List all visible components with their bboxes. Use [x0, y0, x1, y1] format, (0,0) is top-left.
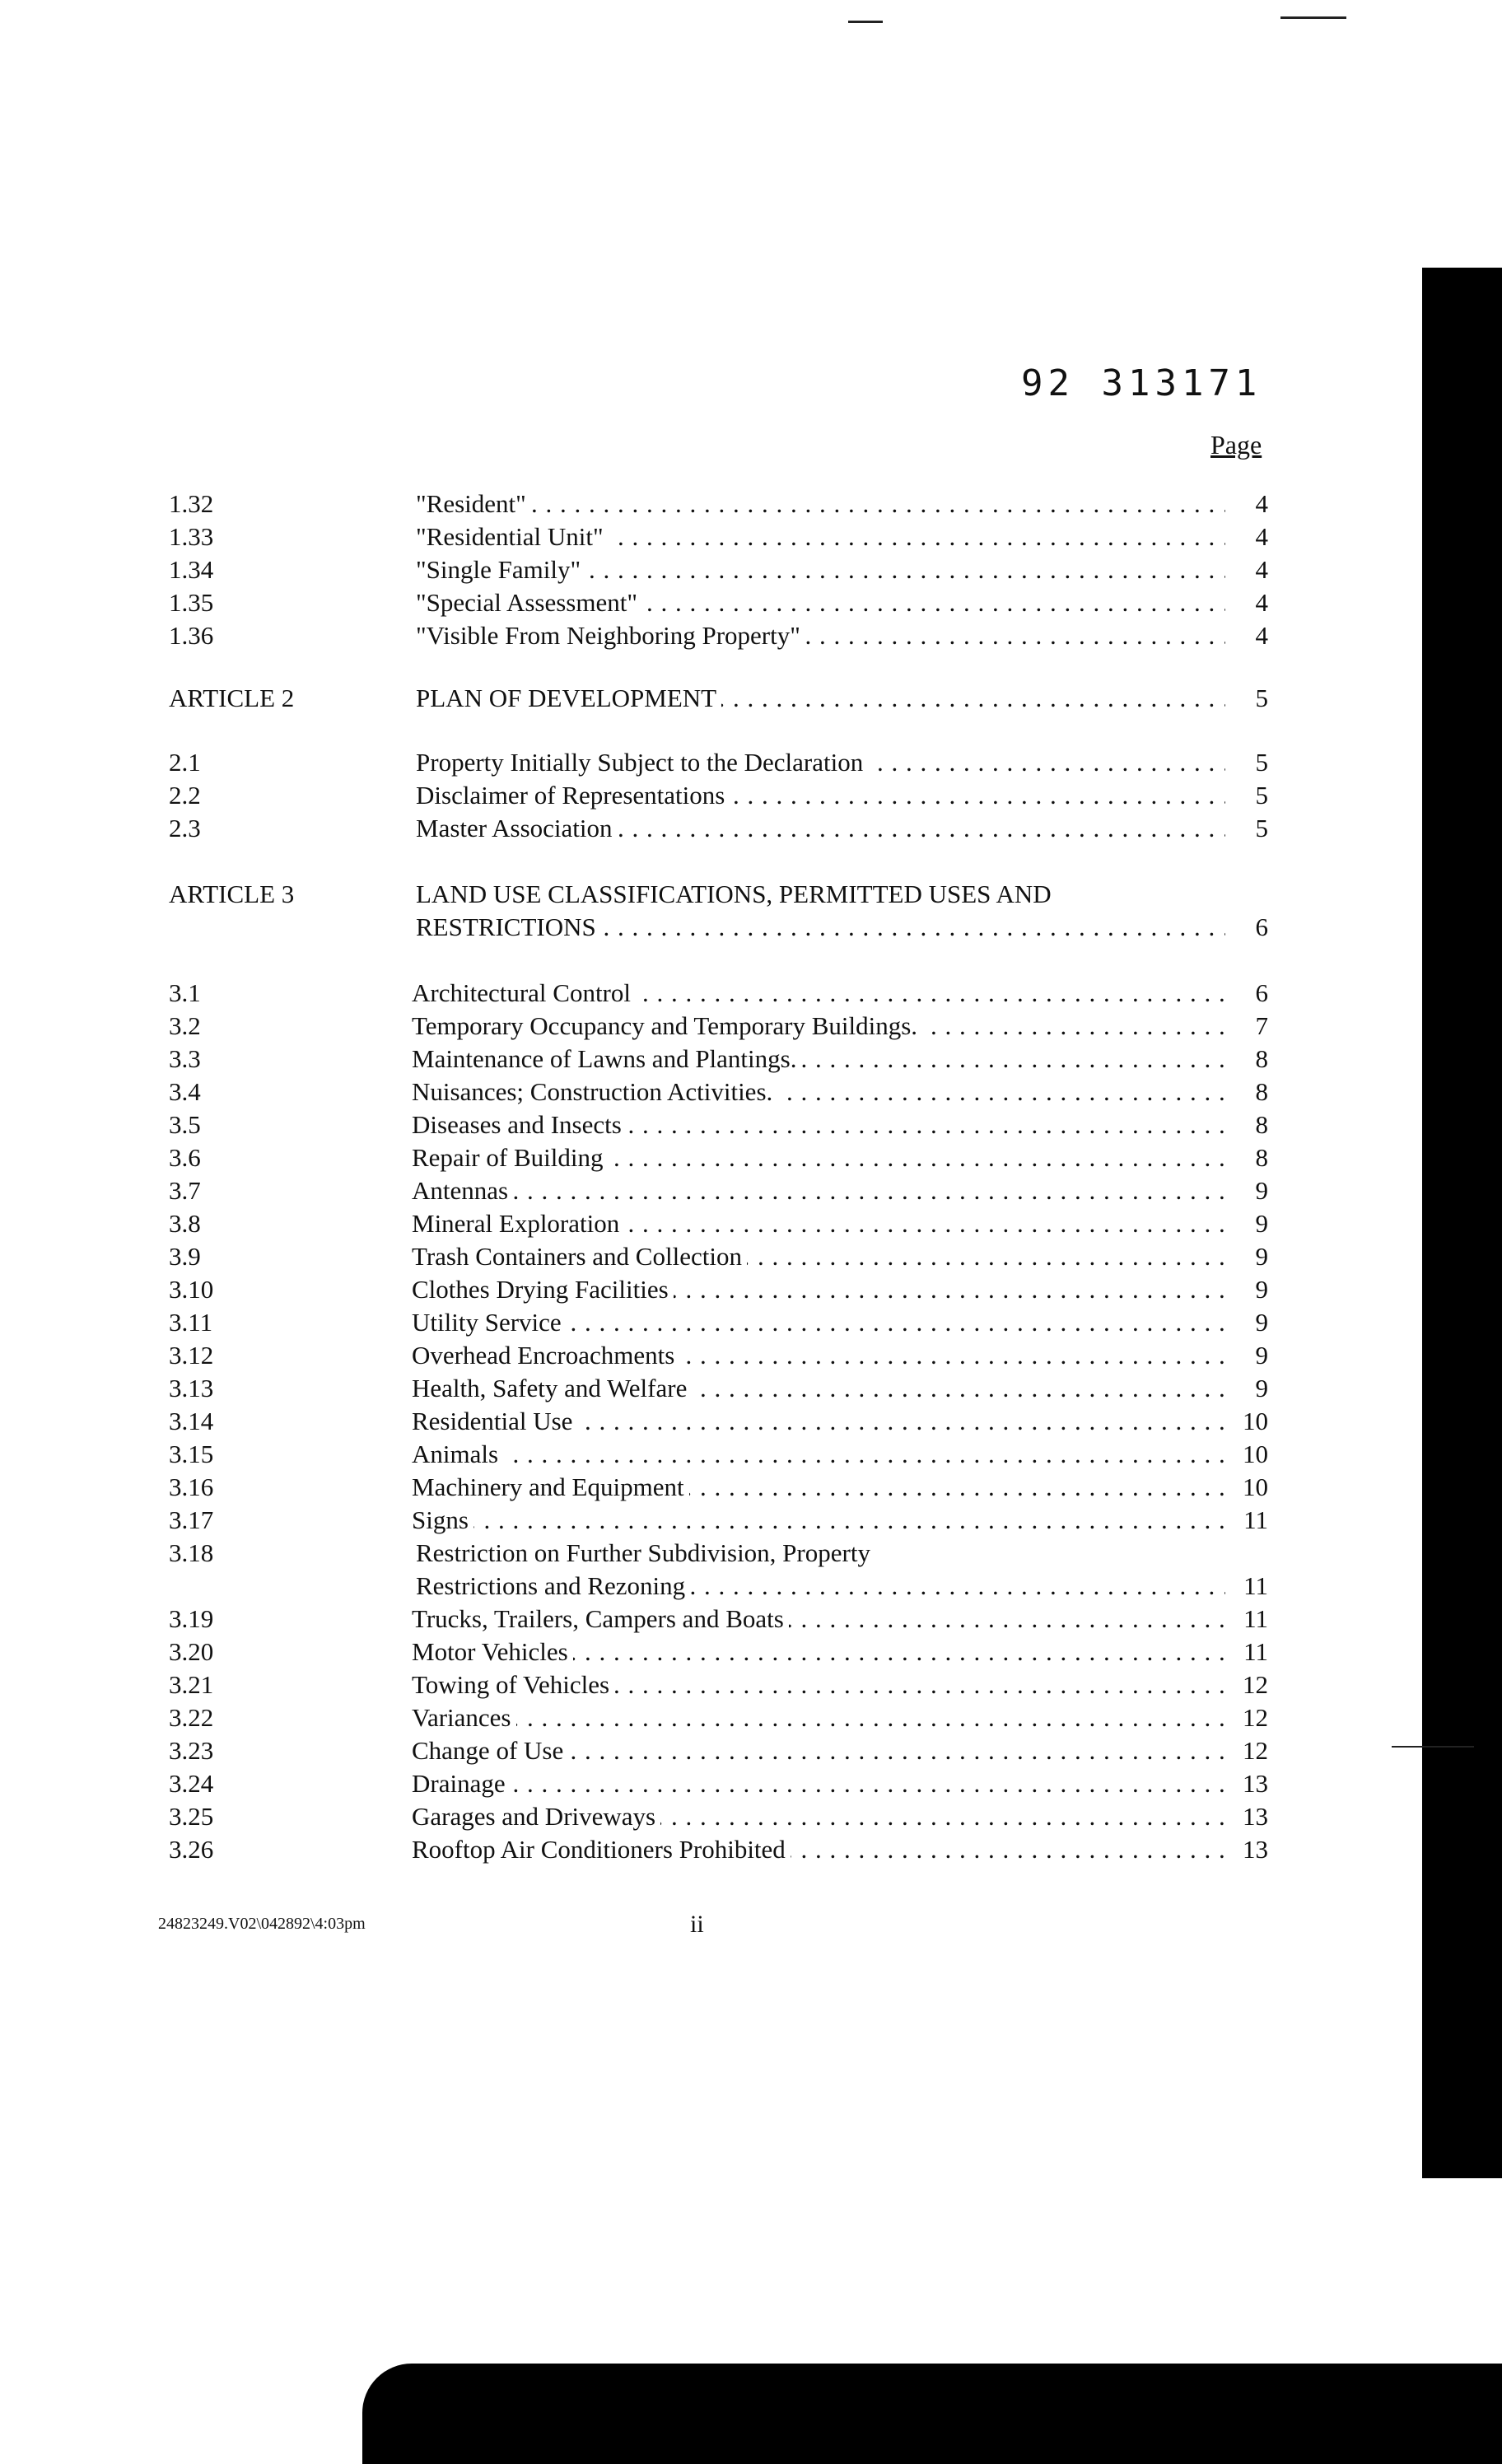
toc-entry-page: 11 [1243, 1637, 1268, 1666]
toc-entry-number: 3.18 [169, 1538, 214, 1567]
toc-entry [0, 1010, 1318, 1043]
toc-entry-title [412, 1833, 1225, 1866]
toc-entry [0, 1734, 1318, 1767]
toc-entry-number: 3.10 [169, 1275, 214, 1304]
toc-entry-number: 3.8 [169, 1209, 201, 1238]
toc-entry [0, 1372, 1318, 1405]
toc-entry-title-text: Motor Vehicles [412, 1637, 573, 1666]
toc-entry-title [412, 1010, 1225, 1043]
toc-entry-title-text: Maintenance of Lawns and Plantings. [412, 1044, 801, 1073]
toc-entry [0, 1636, 1318, 1668]
toc-entry-page: 8 [1255, 1044, 1268, 1073]
toc-entry-title [412, 1108, 1225, 1141]
toc-entry-title-text: Health, Safety and Welfare [412, 1374, 692, 1402]
toc-entry-page: 13 [1243, 1802, 1268, 1831]
scan-mark [1392, 1746, 1474, 1748]
toc-entry-title [416, 520, 1225, 553]
toc-entry-title [416, 488, 1225, 520]
toc-entry [0, 1207, 1318, 1240]
toc-entry-title [416, 746, 1225, 779]
toc-entry [0, 488, 1318, 520]
toc-entry-title [412, 1240, 1225, 1273]
footer-page-number: ii [690, 1911, 704, 1938]
toc-entry-title [416, 619, 1225, 652]
toc-entry-title-text: Trucks, Trailers, Campers and Boats [412, 1604, 789, 1633]
toc-entry-title-text: Machinery and Equipment [412, 1472, 689, 1501]
toc-entry [0, 553, 1318, 586]
toc-entry-number: ARTICLE 3 [169, 880, 295, 908]
toc-entry-title [412, 1767, 1225, 1800]
toc-entry [0, 1306, 1318, 1339]
toc-entry-page: 4 [1255, 588, 1268, 617]
toc-entry-page: 8 [1255, 1110, 1268, 1139]
toc-entry-page: 8 [1255, 1077, 1268, 1106]
toc-entry-title [412, 1636, 1225, 1668]
toc-entry-number: 3.11 [169, 1308, 213, 1337]
toc-entry-title-text: "Resident" [416, 489, 531, 518]
toc-entry-title-text: Drainage [412, 1769, 511, 1798]
toc-entry-title-text: PLAN OF DEVELOPMENT [416, 684, 721, 712]
toc-entry-page: 12 [1243, 1670, 1268, 1699]
toc-entry-title-text: RESTRICTIONS [416, 912, 601, 941]
toc-entry-title [416, 1570, 1225, 1603]
toc-entry-title-text: Change of Use [412, 1736, 568, 1765]
scan-edge-shadow [1422, 268, 1502, 2178]
toc-entry-title-text: Disclaimer of Representations [416, 781, 730, 810]
toc-entry [0, 1537, 1318, 1570]
toc-entry-title-text: Signs [412, 1505, 473, 1534]
toc-entry [0, 619, 1318, 652]
toc-entry-number: 2.2 [169, 781, 201, 810]
toc-entry-title [412, 1471, 1225, 1504]
toc-entry-title-text: Towing of Vehicles [412, 1670, 614, 1699]
toc-entry-page: 10 [1243, 1440, 1268, 1468]
toc-entry [0, 682, 1318, 715]
toc-entry-title-text: Temporary Occupancy and Temporary Buildings. [412, 1011, 922, 1040]
toc-entry-number: 3.21 [169, 1670, 214, 1699]
toc-entry-number: 1.33 [169, 522, 214, 551]
toc-entry [0, 1339, 1318, 1372]
toc-entry-number: 3.4 [169, 1077, 201, 1106]
toc-entry-page: 6 [1255, 912, 1268, 941]
toc-entry-page: 6 [1255, 978, 1268, 1007]
toc-entry-number: 3.20 [169, 1637, 214, 1666]
toc-entry [0, 1273, 1318, 1306]
toc-entry [0, 1043, 1318, 1076]
toc-entry-number: 2.1 [169, 748, 201, 777]
toc-entry-number: 1.35 [169, 588, 214, 617]
toc-entry-title-text: Restriction on Further Subdivision, Property [416, 1538, 875, 1567]
toc-entry-number: 3.26 [169, 1835, 214, 1864]
toc-entry-page: 9 [1255, 1275, 1268, 1304]
toc-entry [0, 586, 1318, 619]
toc-entry-title-text: Restrictions and Rezoning [416, 1571, 690, 1600]
toc-entry [0, 1603, 1318, 1636]
toc-entry-page: 11 [1243, 1505, 1268, 1534]
toc-entry-number: 3.19 [169, 1604, 214, 1633]
toc-entry-number: 3.7 [169, 1176, 201, 1205]
toc-entry-title [416, 878, 1225, 911]
toc-entry-title [412, 1174, 1225, 1207]
toc-entry-number: 3.6 [169, 1143, 201, 1172]
toc-entry-title [416, 553, 1225, 586]
scan-mark [1280, 16, 1346, 19]
toc-entry-title [412, 1141, 1225, 1174]
toc-entry [0, 746, 1318, 779]
toc-entry-page: 10 [1243, 1407, 1268, 1435]
toc-entry-title [416, 1537, 1225, 1570]
toc-entry-number: 3.5 [169, 1110, 201, 1139]
toc-entry-page: 9 [1255, 1176, 1268, 1205]
toc-entry-page: 5 [1255, 684, 1268, 712]
toc-entry-page: 5 [1255, 748, 1268, 777]
toc-entry-page: 13 [1243, 1769, 1268, 1798]
toc-entry-page: 9 [1255, 1209, 1268, 1238]
toc-entry-number: 1.34 [169, 555, 214, 584]
toc-entry-title-text: Repair of Building [412, 1143, 608, 1172]
toc-entry-number: 3.3 [169, 1044, 201, 1073]
toc-entry-page: 5 [1255, 781, 1268, 810]
toc-entry-title [416, 911, 1225, 944]
toc-entry-title [412, 1339, 1225, 1372]
toc-entry-title-text: Garages and Driveways [412, 1802, 660, 1831]
toc-entry-number: 3.23 [169, 1736, 214, 1765]
toc-entry-title-text: Overhead Encroachments [412, 1341, 679, 1370]
toc-entry-title [412, 1372, 1225, 1405]
toc-entry-page: 9 [1255, 1242, 1268, 1271]
toc-entry [0, 1767, 1318, 1800]
toc-entry-title [412, 1701, 1225, 1734]
toc-entry-title-text: Animals [412, 1440, 503, 1468]
toc-entry [0, 1141, 1318, 1174]
page-column-label: Page [1210, 430, 1262, 460]
toc-entry [0, 1570, 1318, 1603]
toc-entry-title [412, 977, 1225, 1010]
scan-bottom-shadow [362, 2364, 1502, 2464]
toc-entry [0, 977, 1318, 1010]
toc-entry [0, 1438, 1318, 1471]
toc-entry [0, 911, 1318, 944]
toc-entry-title-text: "Special Assessment" [416, 588, 642, 617]
toc-entry-title [412, 1800, 1225, 1833]
toc-entry-title [412, 1306, 1225, 1339]
toc-entry [0, 1405, 1318, 1438]
toc-entry [0, 1076, 1318, 1108]
toc-entry-number: 3.15 [169, 1440, 214, 1468]
toc-entry-title-text: Architectural Control [412, 978, 636, 1007]
toc-entry-page: 7 [1255, 1011, 1268, 1040]
toc-entry-number: 3.16 [169, 1472, 214, 1501]
toc-entry-title-text: "Residential Unit" [416, 522, 609, 551]
toc-entry-number: 3.13 [169, 1374, 214, 1402]
toc-entry-title [412, 1603, 1225, 1636]
toc-entry-title [412, 1076, 1225, 1108]
toc-entry-title-text: Rooftop Air Conditioners Prohibited [412, 1835, 791, 1864]
toc-entry-page: 11 [1243, 1604, 1268, 1633]
toc-entry-number: 3.2 [169, 1011, 201, 1040]
toc-entry-title [412, 1273, 1225, 1306]
toc-entry-title-text: Variances [412, 1703, 516, 1732]
toc-entry-number: 3.12 [169, 1341, 214, 1370]
toc-entry-page: 5 [1255, 814, 1268, 842]
toc-entry-page: 12 [1243, 1736, 1268, 1765]
toc-entry [0, 1668, 1318, 1701]
toc-entry-title-text: "Single Family" [416, 555, 585, 584]
toc-entry-title-text: Clothes Drying Facilities [412, 1275, 674, 1304]
toc-entry-title [412, 1504, 1225, 1537]
toc-entry-number: 3.1 [169, 978, 201, 1007]
toc-entry-number: 3.24 [169, 1769, 214, 1798]
toc-entry-title [416, 779, 1225, 812]
toc-entry-title [416, 586, 1225, 619]
toc-entry-title-text: Antennas [412, 1176, 513, 1205]
toc-entry-page: 13 [1243, 1835, 1268, 1864]
toc-entry [0, 1174, 1318, 1207]
scan-mark [848, 21, 883, 23]
toc-entry-page: 10 [1243, 1472, 1268, 1501]
toc-entry-title-text: LAND USE CLASSIFICATIONS, PERMITTED USES AND [416, 880, 1057, 908]
toc-entry-page: 11 [1243, 1571, 1268, 1600]
toc-entry [0, 779, 1318, 812]
toc-entry-title [412, 1207, 1225, 1240]
toc-entry [0, 812, 1318, 845]
toc-entry-page: 9 [1255, 1374, 1268, 1402]
toc-entry-title [412, 1438, 1225, 1471]
toc-entry-title-text: Property Initially Subject to the Declaration [416, 748, 868, 777]
toc-entry-number: 3.17 [169, 1505, 214, 1534]
toc-entry-number: 1.32 [169, 489, 214, 518]
toc-entry-page: 8 [1255, 1143, 1268, 1172]
toc-entry-title [412, 1405, 1225, 1438]
toc-entry-title-text: Trash Containers and Collection [412, 1242, 747, 1271]
toc-entry-page: 12 [1243, 1703, 1268, 1732]
toc-entry-title-text: "Visible From Neighboring Property" [416, 621, 805, 650]
toc-entry [0, 1833, 1318, 1866]
toc-entry-title [412, 1734, 1225, 1767]
toc-entry-title-text: Master Association [416, 814, 618, 842]
document-number: 92 313171 [1021, 362, 1262, 404]
toc-entry [0, 1108, 1318, 1141]
toc-entry [0, 520, 1318, 553]
toc-entry-number: 3.14 [169, 1407, 214, 1435]
toc-entry [0, 1504, 1318, 1537]
toc-entry-number: ARTICLE 2 [169, 684, 295, 712]
toc-entry-number: 2.3 [169, 814, 201, 842]
toc-entry-page: 9 [1255, 1341, 1268, 1370]
toc-entry-title [416, 812, 1225, 845]
toc-entry-number: 1.36 [169, 621, 214, 650]
toc-entry-title-text: Diseases and Insects [412, 1110, 627, 1139]
toc-entry-number: 3.22 [169, 1703, 214, 1732]
toc-entry-title-text: Mineral Exploration [412, 1209, 624, 1238]
toc-entry-title-text: Residential Use [412, 1407, 577, 1435]
toc-entry [0, 1240, 1318, 1273]
toc-entry-number: 3.9 [169, 1242, 201, 1271]
toc-entry-page: 4 [1255, 489, 1268, 518]
toc-entry-title [412, 1668, 1225, 1701]
toc-entry-page: 4 [1255, 522, 1268, 551]
toc-entry-title-text: Utility Service [412, 1308, 567, 1337]
toc-entry-title [412, 1043, 1225, 1076]
toc-entry [0, 1701, 1318, 1734]
toc-entry-page: 4 [1255, 621, 1268, 650]
toc-entry [0, 878, 1318, 911]
toc-entry-title [416, 682, 1225, 715]
toc-entry-page: 4 [1255, 555, 1268, 584]
toc-entry-number: 3.25 [169, 1802, 214, 1831]
toc-entry-title-text: Nuisances; Construction Activities. [412, 1077, 777, 1106]
toc-entry [0, 1471, 1318, 1504]
footer-document-id: 24823249.V02\042892\4:03pm [158, 1915, 366, 1933]
toc-entry-page: 9 [1255, 1308, 1268, 1337]
toc-entry [0, 1800, 1318, 1833]
